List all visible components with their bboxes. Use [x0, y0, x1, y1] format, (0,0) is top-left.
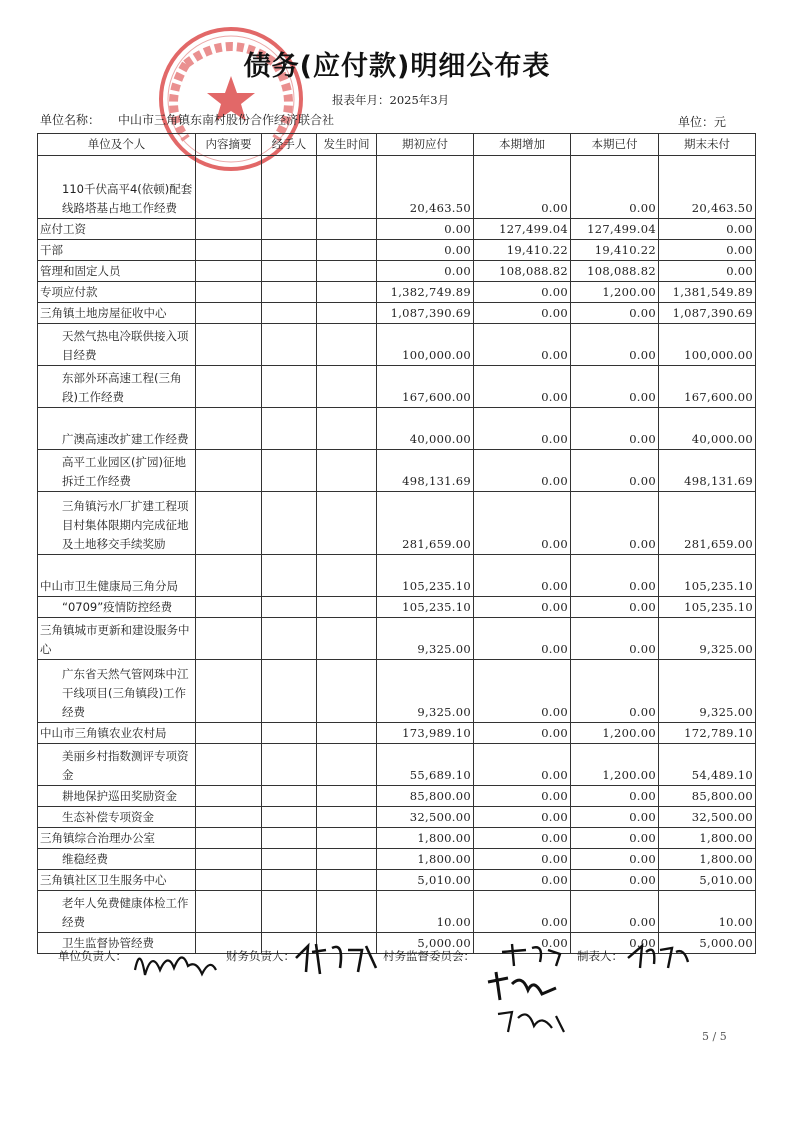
closing-unpaid-cell: 54,489.10 — [659, 744, 756, 786]
date-cell — [317, 786, 377, 807]
handler-cell — [262, 807, 317, 828]
period-increase-cell: 127,499.04 — [474, 219, 571, 240]
column-header: 本期已付 — [571, 134, 659, 156]
opening-payable-cell: 5,000.00 — [377, 933, 474, 954]
period-increase-cell: 0.00 — [474, 933, 571, 954]
column-header: 期末未付 — [659, 134, 756, 156]
opening-payable-cell: 105,235.10 — [377, 597, 474, 618]
table-row — [38, 618, 756, 660]
handler-cell — [262, 555, 317, 597]
summary-cell — [196, 849, 262, 870]
date-cell — [317, 282, 377, 303]
summary-cell — [196, 261, 262, 282]
handler-cell — [262, 408, 317, 450]
period-increase-cell: 0.00 — [474, 324, 571, 366]
period-paid-cell: 0.00 — [571, 849, 659, 870]
opening-payable-cell: 55,689.10 — [377, 744, 474, 786]
date-cell — [317, 555, 377, 597]
opening-payable-cell: 9,325.00 — [377, 618, 474, 660]
summary-cell — [196, 282, 262, 303]
column-header: 经手人 — [262, 134, 317, 156]
closing-unpaid-cell: 9,325.00 — [659, 618, 756, 660]
unit-name-label: 单位名称： — [40, 113, 101, 127]
opening-payable-cell: 20,463.50 — [377, 156, 474, 219]
table-row — [38, 807, 756, 828]
row-name-cell: 专项应付款 — [38, 282, 196, 303]
period-increase-cell: 0.00 — [474, 450, 571, 492]
table-row — [38, 282, 756, 303]
summary-cell — [196, 555, 262, 597]
date-cell — [317, 828, 377, 849]
opening-payable-cell: 0.00 — [377, 240, 474, 261]
opening-payable-cell: 167,600.00 — [377, 366, 474, 408]
period-paid-cell: 0.00 — [571, 933, 659, 954]
supervision-committee-label: 村务监督委员会： — [383, 949, 475, 963]
period-increase-cell: 0.00 — [474, 408, 571, 450]
handler-cell — [262, 870, 317, 891]
table-row — [38, 261, 756, 282]
opening-payable-cell: 9,325.00 — [377, 660, 474, 723]
period-paid-cell: 0.00 — [571, 828, 659, 849]
period-increase-cell: 0.00 — [474, 723, 571, 744]
opening-payable-cell: 281,659.00 — [377, 492, 474, 555]
period-paid-cell: 0.00 — [571, 891, 659, 933]
signature-unit-head — [130, 940, 220, 984]
unit-head-label: 单位负责人： — [58, 949, 127, 963]
summary-cell — [196, 660, 262, 723]
row-name-cell: 美丽乡村指数测评专项资金 — [38, 744, 196, 786]
period-increase-cell: 0.00 — [474, 597, 571, 618]
summary-cell — [196, 744, 262, 786]
handler-cell — [262, 219, 317, 240]
period-paid-cell: 108,088.82 — [571, 261, 659, 282]
closing-unpaid-cell: 32,500.00 — [659, 807, 756, 828]
unit-name: 中山市三角镇东南村股份合作经济联合社 — [118, 113, 335, 127]
date-cell — [317, 807, 377, 828]
row-name-cell: 干部 — [38, 240, 196, 261]
date-cell — [317, 324, 377, 366]
date-cell — [317, 744, 377, 786]
table-header-row — [38, 134, 756, 156]
row-name-cell: 三角镇综合治理办公室 — [38, 828, 196, 849]
date-cell — [317, 240, 377, 261]
page-title: 债务(应付款)明细公布表 — [243, 51, 551, 82]
table-row — [38, 660, 756, 723]
closing-unpaid-cell: 100,000.00 — [659, 324, 756, 366]
handler-cell — [262, 723, 317, 744]
date-cell — [317, 450, 377, 492]
closing-unpaid-cell: 1,800.00 — [659, 849, 756, 870]
table-row — [38, 219, 756, 240]
row-name-cell: 卫生监督协管经费 — [38, 933, 196, 954]
closing-unpaid-cell: 85,800.00 — [659, 786, 756, 807]
closing-unpaid-cell: 5,000.00 — [659, 933, 756, 954]
table-row — [38, 849, 756, 870]
table-row — [38, 870, 756, 891]
closing-unpaid-cell: 5,010.00 — [659, 870, 756, 891]
opening-payable-cell: 1,382,749.89 — [377, 282, 474, 303]
handler-cell — [262, 849, 317, 870]
closing-unpaid-cell: 172,789.10 — [659, 723, 756, 744]
handler-cell — [262, 261, 317, 282]
date-cell — [317, 618, 377, 660]
summary-cell — [196, 618, 262, 660]
table-row — [38, 492, 756, 555]
date-cell — [317, 891, 377, 933]
period-increase-cell: 0.00 — [474, 744, 571, 786]
period-paid-cell: 0.00 — [571, 366, 659, 408]
period-paid-cell: 0.00 — [571, 303, 659, 324]
row-name-cell: 中山市卫生健康局三角分局 — [38, 555, 196, 597]
period-paid-cell: 0.00 — [571, 450, 659, 492]
row-name-cell: 老年人免费健康体检工作经费 — [38, 891, 196, 933]
handler-cell — [262, 450, 317, 492]
column-header: 单位及个人 — [38, 134, 196, 156]
handler-cell — [262, 660, 317, 723]
period-increase-cell: 0.00 — [474, 786, 571, 807]
period-increase-cell: 0.00 — [474, 828, 571, 849]
handler-cell — [262, 618, 317, 660]
summary-cell — [196, 807, 262, 828]
period-increase-cell: 0.00 — [474, 282, 571, 303]
table-row — [38, 891, 756, 933]
date-cell — [317, 366, 377, 408]
period-paid-cell: 0.00 — [571, 660, 659, 723]
handler-cell — [262, 891, 317, 933]
row-name-cell: 生态补偿专项资金 — [38, 807, 196, 828]
period-increase-cell: 0.00 — [474, 303, 571, 324]
column-header: 期初应付 — [377, 134, 474, 156]
period-increase-cell: 0.00 — [474, 156, 571, 219]
closing-unpaid-cell: 0.00 — [659, 240, 756, 261]
period-paid-cell: 0.00 — [571, 324, 659, 366]
handler-cell — [262, 492, 317, 555]
summary-cell — [196, 324, 262, 366]
summary-cell — [196, 366, 262, 408]
row-name-cell: 中山市三角镇农业农村局 — [38, 723, 196, 744]
table-row — [38, 828, 756, 849]
opening-payable-cell: 0.00 — [377, 261, 474, 282]
summary-cell — [196, 786, 262, 807]
handler-cell — [262, 786, 317, 807]
date-cell — [317, 723, 377, 744]
period-paid-cell: 0.00 — [571, 555, 659, 597]
preparer-label: 制表人： — [577, 949, 623, 963]
summary-cell — [196, 303, 262, 324]
closing-unpaid-cell: 105,235.10 — [659, 555, 756, 597]
row-name-cell: 三角镇社区卫生服务中心 — [38, 870, 196, 891]
closing-unpaid-cell: 10.00 — [659, 891, 756, 933]
period-increase-cell: 108,088.82 — [474, 261, 571, 282]
opening-payable-cell: 5,010.00 — [377, 870, 474, 891]
handler-cell — [262, 240, 317, 261]
table-row — [38, 555, 756, 597]
handler-cell — [262, 366, 317, 408]
table-row — [38, 240, 756, 261]
row-name-cell: “0709”疫情防控经费 — [38, 597, 196, 618]
date-cell — [317, 219, 377, 240]
summary-cell — [196, 597, 262, 618]
handler-cell — [262, 744, 317, 786]
closing-unpaid-cell: 0.00 — [659, 261, 756, 282]
signature-supervision-committee — [482, 938, 592, 1038]
period-paid-cell: 0.00 — [571, 786, 659, 807]
date-cell — [317, 660, 377, 723]
period-increase-cell: 0.00 — [474, 891, 571, 933]
row-name-cell: 广澳高速改扩建工作经费 — [38, 408, 196, 450]
table-row — [38, 324, 756, 366]
period-increase-cell: 19,410.22 — [474, 240, 571, 261]
date-cell — [317, 849, 377, 870]
finance-head-label: 财务负责人： — [226, 949, 295, 963]
row-name-cell: 高平工业园区(扩园)征地拆迁工作经费 — [38, 450, 196, 492]
date-cell — [317, 303, 377, 324]
summary-cell — [196, 156, 262, 219]
opening-payable-cell: 498,131.69 — [377, 450, 474, 492]
date-cell — [317, 597, 377, 618]
opening-payable-cell: 32,500.00 — [377, 807, 474, 828]
table-row — [38, 450, 756, 492]
summary-cell — [196, 891, 262, 933]
period-paid-cell: 19,410.22 — [571, 240, 659, 261]
period-paid-cell: 0.00 — [571, 618, 659, 660]
closing-unpaid-cell: 40,000.00 — [659, 408, 756, 450]
period-paid-cell: 1,200.00 — [571, 282, 659, 303]
handler-cell — [262, 156, 317, 219]
table-row — [38, 156, 756, 219]
opening-payable-cell: 1,800.00 — [377, 828, 474, 849]
opening-payable-cell: 1,800.00 — [377, 849, 474, 870]
row-name-cell: 三角镇污水厂扩建工程项目村集体限期内完成征地及土地移交手续奖励 — [38, 492, 196, 555]
date-cell — [317, 156, 377, 219]
date-cell — [317, 492, 377, 555]
summary-cell — [196, 240, 262, 261]
period-paid-cell: 0.00 — [571, 807, 659, 828]
date-cell — [317, 408, 377, 450]
period-paid-cell: 1,200.00 — [571, 744, 659, 786]
summary-cell — [196, 828, 262, 849]
closing-unpaid-cell: 105,235.10 — [659, 597, 756, 618]
row-name-cell: 天然气热电冷联供接入项目经费 — [38, 324, 196, 366]
summary-cell — [196, 219, 262, 240]
period-paid-cell: 127,499.04 — [571, 219, 659, 240]
period-increase-cell: 0.00 — [474, 807, 571, 828]
closing-unpaid-cell: 20,463.50 — [659, 156, 756, 219]
handler-cell — [262, 828, 317, 849]
signature-finance-head — [292, 938, 382, 978]
opening-payable-cell: 173,989.10 — [377, 723, 474, 744]
summary-cell — [196, 870, 262, 891]
period-paid-cell: 0.00 — [571, 408, 659, 450]
table-row — [38, 366, 756, 408]
debt-detail-table — [37, 133, 756, 954]
report-period: 报表年月：2025年3月 — [332, 93, 450, 107]
period-paid-cell: 0.00 — [571, 492, 659, 555]
opening-payable-cell: 40,000.00 — [377, 408, 474, 450]
period-paid-cell: 0.00 — [571, 870, 659, 891]
handler-cell — [262, 324, 317, 366]
table-row — [38, 303, 756, 324]
opening-payable-cell: 100,000.00 — [377, 324, 474, 366]
opening-payable-cell: 85,800.00 — [377, 786, 474, 807]
summary-cell — [196, 492, 262, 555]
closing-unpaid-cell: 1,800.00 — [659, 828, 756, 849]
row-name-cell: 维稳经费 — [38, 849, 196, 870]
row-name-cell: 耕地保护巡田奖励资金 — [38, 786, 196, 807]
row-name-cell: 广东省天然气管网珠中江干线项目(三角镇段)工作经费 — [38, 660, 196, 723]
page-number: 5 / 5 — [702, 1030, 727, 1043]
column-header: 发生时间 — [317, 134, 377, 156]
closing-unpaid-cell: 1,381,549.89 — [659, 282, 756, 303]
row-name-cell: 东部外环高速工程(三角段)工作经费 — [38, 366, 196, 408]
opening-payable-cell: 0.00 — [377, 219, 474, 240]
row-name-cell: 110千伏高平4(依顿)配套线路塔基占地工作经费 — [38, 156, 196, 219]
row-name-cell: 管理和固定人员 — [38, 261, 196, 282]
table-row — [38, 597, 756, 618]
date-cell — [317, 870, 377, 891]
column-header: 本期增加 — [474, 134, 571, 156]
closing-unpaid-cell: 167,600.00 — [659, 366, 756, 408]
date-cell — [317, 261, 377, 282]
period-increase-cell: 0.00 — [474, 618, 571, 660]
closing-unpaid-cell: 498,131.69 — [659, 450, 756, 492]
period-paid-cell: 1,200.00 — [571, 723, 659, 744]
column-header: 内容摘要 — [196, 134, 262, 156]
period-increase-cell: 0.00 — [474, 492, 571, 555]
opening-payable-cell: 10.00 — [377, 891, 474, 933]
currency-unit: 单位：元 — [678, 115, 727, 129]
handler-cell — [262, 597, 317, 618]
row-name-cell: 三角镇城市更新和建设服务中心 — [38, 618, 196, 660]
period-increase-cell: 0.00 — [474, 555, 571, 597]
row-name-cell: 应付工资 — [38, 219, 196, 240]
closing-unpaid-cell: 281,659.00 — [659, 492, 756, 555]
opening-payable-cell: 105,235.10 — [377, 555, 474, 597]
period-paid-cell: 0.00 — [571, 156, 659, 219]
table-row — [38, 408, 756, 450]
period-increase-cell: 0.00 — [474, 660, 571, 723]
signature-preparer — [624, 938, 694, 974]
summary-cell — [196, 450, 262, 492]
opening-payable-cell: 1,087,390.69 — [377, 303, 474, 324]
row-name-cell: 三角镇土地房屋征收中心 — [38, 303, 196, 324]
summary-cell — [196, 408, 262, 450]
table-row — [38, 786, 756, 807]
handler-cell — [262, 303, 317, 324]
period-increase-cell: 0.00 — [474, 849, 571, 870]
period-paid-cell: 0.00 — [571, 597, 659, 618]
closing-unpaid-cell: 0.00 — [659, 219, 756, 240]
period-increase-cell: 0.00 — [474, 870, 571, 891]
table-row — [38, 744, 756, 786]
closing-unpaid-cell: 1,087,390.69 — [659, 303, 756, 324]
closing-unpaid-cell: 9,325.00 — [659, 660, 756, 723]
handler-cell — [262, 282, 317, 303]
table-row — [38, 723, 756, 744]
summary-cell — [196, 723, 262, 744]
period-increase-cell: 0.00 — [474, 366, 571, 408]
